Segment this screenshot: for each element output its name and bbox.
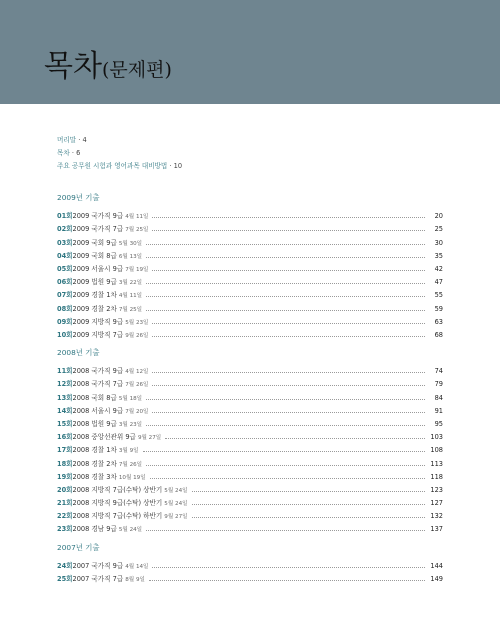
entry-title: 2008 지방직 7급(수탁) 하반기 (72, 512, 163, 521)
entry-title: 2009 경찰 1차 (72, 291, 117, 300)
toc-entry[interactable] (57, 362, 443, 375)
toc-entry[interactable] (57, 388, 443, 401)
entry-title: 2007 국가직 7급 (72, 575, 124, 584)
section (57, 346, 443, 533)
entry-number: 14회 (57, 406, 73, 415)
dot-leader (146, 257, 425, 258)
entry-date: 4월 14일 (125, 564, 149, 571)
entry-title: 2009 국가직 7급 (72, 225, 124, 234)
entry-number: 25회 (57, 575, 73, 584)
entry-page: 103 (430, 433, 443, 442)
entry-page: 47 (434, 278, 443, 287)
entry-page: 132 (430, 512, 443, 521)
entry-page: 35 (434, 251, 443, 260)
dot-leader (146, 465, 425, 466)
entry-title: 2008 법원 9급 (72, 419, 117, 428)
entry-page: 95 (434, 419, 443, 428)
entry-date: 7월 26일 (125, 382, 149, 389)
entry-page: 55 (434, 291, 443, 300)
entry-title: 2008 국가직 7급 (72, 380, 124, 389)
entry-number: 18회 (57, 459, 73, 468)
entry-title: 2009 법원 9급 (72, 278, 117, 287)
dot-leader (146, 310, 425, 311)
intro-separator: · (169, 162, 172, 171)
title-sub: (문제편) (101, 59, 172, 81)
entry-title: 2009 경찰 2차 (72, 304, 117, 313)
toc-entry[interactable] (57, 454, 443, 467)
toc-entry[interactable] (57, 415, 443, 428)
entry-number: 20회 (57, 485, 73, 494)
entry-list (57, 362, 443, 533)
entry-number: 19회 (57, 472, 73, 481)
entry-number: 04회 (57, 251, 73, 260)
entry-date: 8월 9일 (125, 577, 145, 584)
dot-leader (192, 517, 425, 518)
entry-page: 108 (430, 446, 443, 455)
entry-page: 91 (434, 406, 443, 415)
dot-leader (146, 283, 425, 284)
toc-entry[interactable] (57, 326, 443, 339)
entry-date: 3월 22일 (118, 280, 143, 287)
entry-title: 2009 서울시 9급 (72, 264, 124, 273)
section-title: 2008년 기출 (57, 348, 100, 357)
dot-leader (152, 567, 425, 568)
entry-number: 23회 (57, 525, 73, 534)
intro-label: 주요 공무원 시험과 영어과목 대비방법 (57, 162, 168, 171)
entry-page: 127 (430, 499, 443, 508)
section (57, 541, 443, 583)
toc-entry[interactable] (57, 402, 443, 415)
toc-entry[interactable] (57, 273, 443, 286)
entry-number: 12회 (57, 380, 73, 389)
entry-date: 9월 27일 (137, 435, 162, 442)
entry-date: 4월 11일 (125, 214, 149, 221)
entry-date: 10월 19일 (118, 474, 146, 481)
intro-label: 목차 (57, 149, 70, 158)
entry-number: 05회 (57, 264, 73, 273)
dot-leader (152, 230, 425, 231)
dot-leader (150, 478, 425, 479)
dot-leader (152, 270, 425, 271)
entry-page: 74 (434, 367, 443, 376)
entry-number: 17회 (57, 446, 73, 455)
entry-date: 3월 9일 (118, 448, 139, 455)
title-main: 목차 (44, 49, 102, 84)
entry-page: 20 (434, 212, 443, 221)
entry-number: 06회 (57, 278, 73, 287)
dot-leader (146, 530, 425, 531)
entry-number: 16회 (57, 433, 73, 442)
entry-date: 7월 25일 (118, 306, 143, 313)
entry-number: 08회 (57, 304, 73, 313)
intro-item[interactable] (57, 160, 182, 173)
entry-title: 2008 경찰 3차 (72, 472, 117, 481)
entry-page: 68 (434, 330, 443, 339)
entry-title: 2009 국가직 9급 (72, 212, 124, 221)
entry-date: 9월 26일 (125, 332, 149, 339)
entry-number: 13회 (57, 393, 73, 402)
dot-leader (152, 412, 425, 413)
entry-list (57, 207, 443, 339)
entry-number: 15회 (57, 419, 73, 428)
entry-page: 59 (434, 304, 443, 313)
dot-leader (165, 438, 425, 439)
entry-date: 5월 24일 (164, 487, 188, 494)
entry-number: 11회 (57, 367, 73, 376)
dot-leader (146, 425, 425, 426)
entry-date: 9월 27일 (164, 514, 188, 521)
intro-item[interactable] (57, 147, 182, 160)
toc-entry[interactable] (57, 441, 443, 454)
entry-date: 3월 23일 (118, 421, 143, 428)
entry-date: 5월 24일 (164, 501, 188, 508)
entry-title: 2008 서울시 9급 (72, 406, 124, 415)
dot-leader (149, 580, 425, 581)
entry-number: 21회 (57, 499, 73, 508)
entry-number: 02회 (57, 225, 73, 234)
toc-entry[interactable] (57, 220, 443, 233)
entry-date: 7월 26일 (118, 461, 143, 468)
entry-title: 2009 지방직 9급 (72, 317, 124, 326)
toc-entry[interactable] (57, 207, 443, 220)
dot-leader (152, 323, 425, 324)
dot-leader (152, 385, 425, 386)
entry-page: 137 (430, 525, 443, 534)
header-banner (0, 0, 500, 104)
entry-page: 149 (430, 575, 443, 584)
entry-number: 10회 (57, 330, 73, 339)
entry-date: 4월 12일 (125, 369, 149, 376)
intro-label: 머리말 (57, 136, 77, 144)
entry-page: 42 (434, 264, 443, 273)
entry-number: 01회 (57, 212, 73, 221)
section-title: 2009년 기출 (57, 193, 100, 202)
entry-title: 2008 지방직 7급(수탁) 상반기 (72, 485, 163, 494)
entry-title: 2008 중앙선관위 9급 (72, 433, 136, 442)
dot-leader (192, 491, 425, 492)
toc-entry[interactable] (57, 507, 443, 520)
dot-leader (152, 217, 425, 218)
intro-separator: · (78, 136, 81, 144)
toc-entry[interactable] (57, 299, 443, 312)
entry-page: 25 (434, 225, 443, 234)
entry-number: 07회 (57, 291, 73, 300)
entry-title: 2008 경찰 1차 (72, 446, 117, 455)
entry-title: 2008 국회 8급 (72, 393, 117, 402)
entry-date: 5월 23일 (125, 319, 149, 326)
entry-number: 03회 (57, 238, 73, 247)
toc-entry[interactable] (57, 428, 443, 441)
dot-leader (146, 399, 425, 400)
entry-number: 22회 (57, 512, 73, 521)
entry-date: 4월 11일 (118, 293, 143, 300)
entry-title: 2008 경남 9급 (72, 525, 117, 534)
intro-page: 4 (82, 136, 87, 144)
toc-entry[interactable] (57, 313, 443, 326)
entry-list (57, 557, 443, 583)
dot-leader (146, 244, 425, 245)
entry-title: 2008 국가직 9급 (72, 367, 124, 376)
toc-entry[interactable] (57, 286, 443, 299)
entry-date: 6월 13일 (118, 253, 143, 260)
toc-entry[interactable] (57, 468, 443, 481)
page-title (44, 49, 172, 84)
entry-date: 5월 30일 (118, 240, 143, 247)
entry-title: 2009 국회 8급 (72, 251, 117, 260)
entry-number: 24회 (57, 562, 73, 571)
dot-leader (146, 296, 425, 297)
entry-date: 5월 24일 (118, 527, 143, 534)
entry-page: 63 (434, 317, 443, 326)
entry-page: 84 (434, 393, 443, 402)
toc-entry[interactable] (57, 375, 443, 388)
entry-title: 2009 지방직 7급 (72, 330, 124, 339)
entry-date: 7월 25일 (125, 227, 149, 234)
entry-page: 123 (430, 485, 443, 494)
entry-number: 09회 (57, 317, 73, 326)
intro-separator: · (71, 149, 74, 158)
entry-title: 2009 국회 9급 (72, 238, 117, 247)
dot-leader (152, 336, 425, 337)
dot-leader (152, 372, 425, 373)
entry-date: 7월 19일 (125, 266, 149, 273)
toc-entry[interactable] (57, 481, 443, 494)
entry-date: 5월 18일 (118, 395, 143, 402)
intro-page: 10 (173, 162, 183, 171)
toc-entry[interactable] (57, 233, 443, 246)
toc-entry[interactable] (57, 247, 443, 260)
intro-page: 6 (76, 149, 81, 158)
intro-list (57, 134, 182, 174)
entry-page: 144 (430, 562, 443, 571)
entry-page: 79 (434, 380, 443, 389)
entry-date: 7월 20일 (125, 408, 149, 415)
toc-entry[interactable] (57, 557, 443, 570)
entry-title: 2007 국가직 9급 (72, 562, 124, 571)
toc-entry[interactable] (57, 494, 443, 507)
section-title: 2007년 기출 (57, 543, 100, 552)
dot-leader (143, 451, 425, 452)
dot-leader (192, 504, 425, 505)
entry-title: 2008 지방직 9급(수탁) 상반기 (72, 499, 163, 508)
entry-title: 2008 경찰 2차 (72, 459, 117, 468)
toc-entry[interactable] (57, 520, 443, 533)
intro-item[interactable] (57, 134, 182, 147)
toc-entry[interactable] (57, 570, 443, 583)
toc-entry[interactable] (57, 260, 443, 273)
entry-page: 118 (430, 472, 443, 481)
entry-page: 113 (430, 459, 443, 468)
entry-page: 30 (434, 238, 443, 247)
section (57, 191, 443, 339)
